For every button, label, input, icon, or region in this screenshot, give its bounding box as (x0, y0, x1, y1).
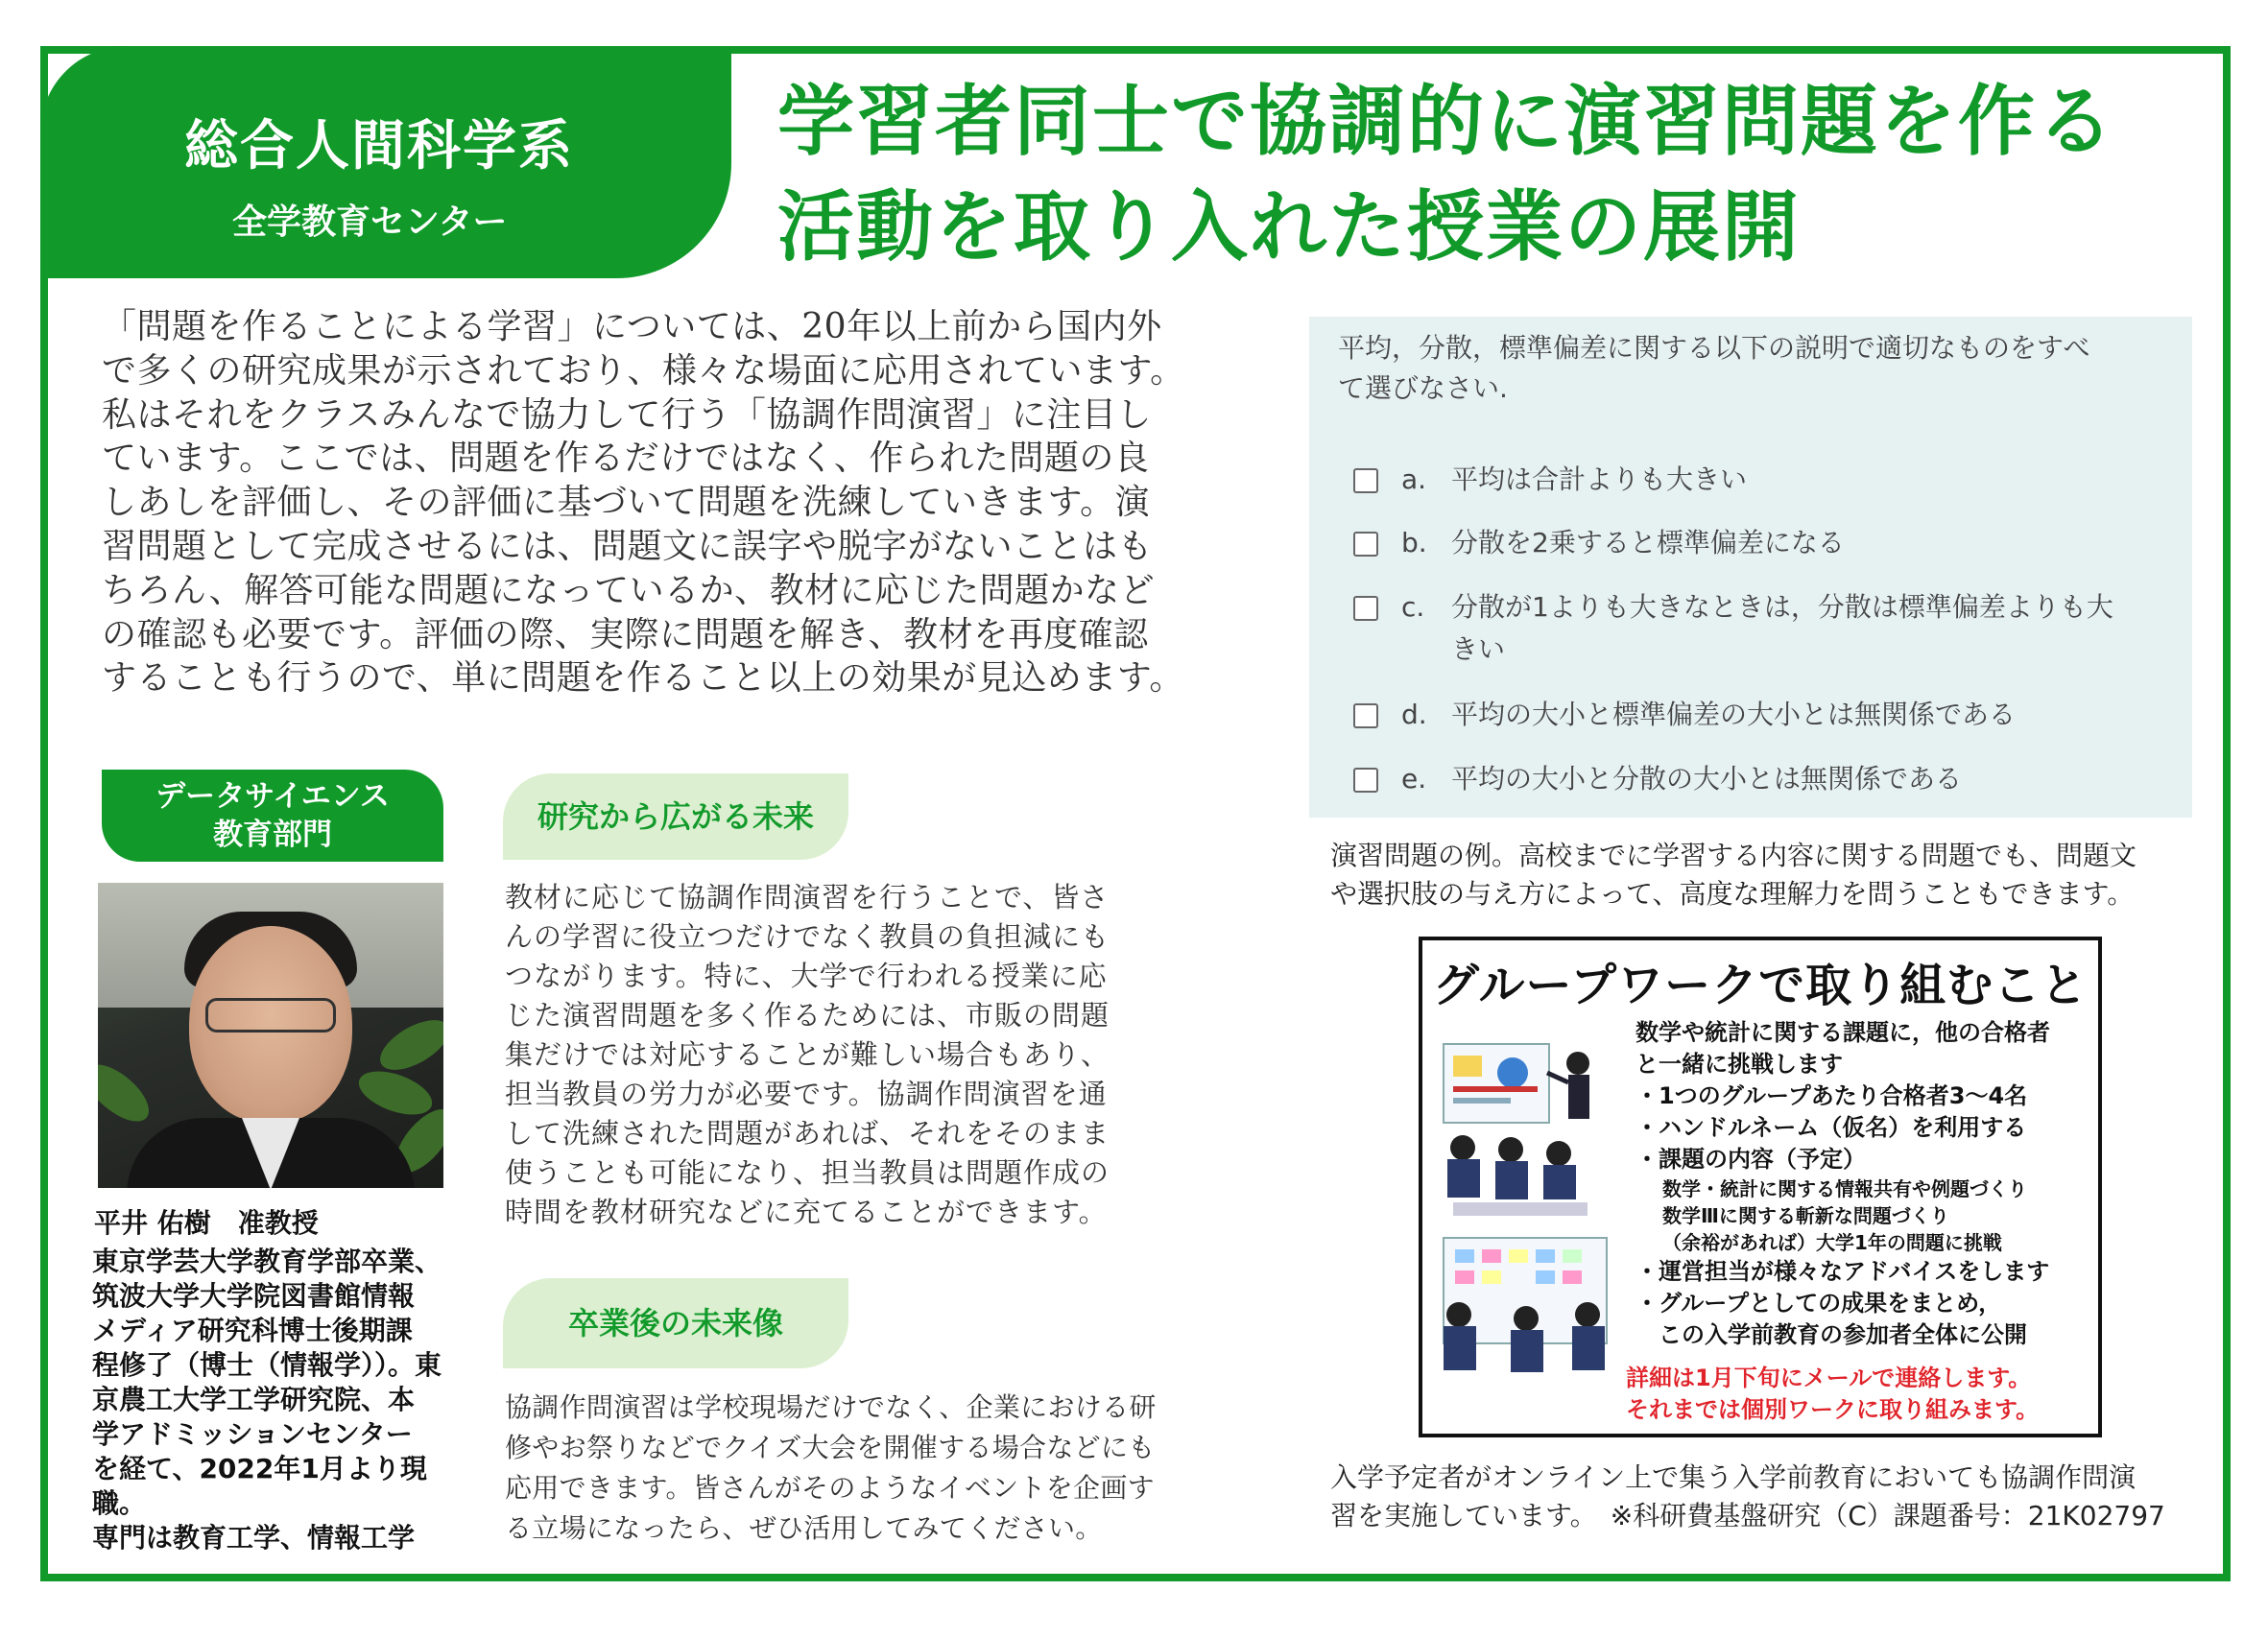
groupwork-line: ・課題の内容（予定） (1635, 1146, 1866, 1173)
checkbox[interactable] (1353, 768, 1378, 793)
intro-line: ちろん、解答可能な問題になっているか、教材に応じた問題かなど (102, 570, 1156, 610)
groupwork-line: と一緒に挑戦します (1635, 1051, 1843, 1078)
quiz-question-line-2: て選びなさい. (1338, 372, 1508, 404)
checkbox[interactable] (1353, 596, 1378, 621)
bio-line: 筑波大学大学院図書館情報 (92, 1280, 416, 1312)
checkbox[interactable] (1353, 532, 1378, 557)
footer-caption-line-2: 習を実施しています。 ※科研費基盤研究（C）課題番号：21K02797 (1330, 1500, 2165, 1531)
intro-line: 「問題を作ることによる学習」については、20年以上前から国内外 (102, 307, 1162, 346)
groupwork-illustration (1434, 1034, 1626, 1399)
bio-line: 京農工大学工学研究院、本 (92, 1384, 416, 1415)
quiz-question (1338, 328, 2163, 409)
option-letter: c. (1401, 591, 1425, 623)
bio-line: 程修了（博士（情報学））。東 (92, 1349, 442, 1381)
future-line: んの学習に役立つだけでなく教員の負担減にも (505, 920, 1110, 953)
groupwork-notice-line-2: それまでは個別ワークに取り組みます。 (1626, 1396, 2040, 1423)
option-text: 分散が1よりも大きなときは，分散は標準偏差よりも大 (1451, 591, 2113, 623)
bio-line: を経て、2022年1月より現職。 (92, 1453, 427, 1519)
groupwork-subline: （余裕があれば）大学1年の問題に挑戦 (1662, 1231, 2002, 1254)
groupwork-line: ・1つのグループあたり合格者3～4名 (1635, 1082, 2028, 1109)
groupwork-items (1635, 1017, 2096, 1351)
intro-line: しあしを評価し、その評価に基づいて問題を洗練していきます。演 (102, 483, 1151, 523)
checkbox[interactable] (1353, 468, 1378, 493)
intro-line: 私はそれをクラスみんなで協力して行う「協調作問演習」に注目し (102, 394, 1152, 435)
future-line: 時間を教材研究などに充てることができます。 (505, 1196, 1108, 1228)
quiz-question-line-1: 平均，分散，標準偏差に関する以下の説明で適切なものをすべ (1338, 332, 2090, 364)
graduate-paragraph (505, 1388, 1263, 1549)
graduate-line: 応用できます。皆さんがそのようなイベントを企画す (505, 1472, 1155, 1504)
graduate-line: 協調作問演習は学校現場だけでなく、企業における研 (505, 1391, 1157, 1423)
groupwork-title: グループワークで取り組むこと (1432, 959, 2089, 1012)
section-badge-line-2: 教育部門 (213, 818, 332, 852)
option-text: 平均の大小と分散の大小とは無関係である (1451, 763, 1963, 795)
future-line: 集だけでは対応することが難しい場合もあり、 (505, 1038, 1110, 1071)
option-text: 平均は合計よりも大きい (1451, 463, 1748, 495)
intro-line: 習問題として完成させるには、問題文に誤字や脱字がないことはも (102, 526, 1154, 566)
title-line-2: 活動を取り入れた授業の展開 (777, 182, 1801, 272)
bio-line: 学アドミッションセンター (92, 1418, 413, 1450)
groupwork-line: ・グループとしての成果をまとめ， (1635, 1290, 2002, 1317)
future-line: 使うことも可能になり、担当教員は問題作成の (505, 1156, 1110, 1189)
future-line: 教材に応じて協調作問演習を行うことで、皆さ (505, 881, 1110, 914)
page-title (777, 69, 2208, 280)
quiz-option[interactable] (1353, 694, 2016, 732)
checkbox[interactable] (1353, 703, 1378, 728)
graduate-heading: 卒業後の未来像 (503, 1278, 848, 1368)
title-line-1: 学習者同士で協調的に演習問題を作る (777, 77, 2115, 166)
bio-line: 東京学芸大学教育学部卒業、 (92, 1246, 442, 1277)
groupwork-line: この入学前教育の参加者全体に公開 (1635, 1321, 2027, 1348)
portrait-photo (98, 883, 443, 1188)
center-name: 全学教育センター (232, 202, 508, 242)
department-tab (40, 46, 731, 278)
quiz-option[interactable] (1353, 522, 1845, 560)
option-letter: e. (1401, 763, 1427, 795)
graduate-line: 修やお祭りなどでクイズ大会を開催する場合などにも (505, 1432, 1156, 1463)
option-letter: b. (1401, 527, 1427, 558)
graduate-line: る立場になったら、ぜひ活用してみてください。 (505, 1512, 1103, 1544)
section-badge (102, 770, 443, 862)
profile-name: 平井 佑樹 准教授 (94, 1207, 319, 1239)
option-text: 分散を2乗すると標準偏差になる (1451, 527, 1845, 558)
future-line: 担当教員の労力が必要です。協調作問演習を通 (505, 1078, 1108, 1110)
quiz-option[interactable] (1353, 586, 2113, 625)
future-paragraph (505, 878, 1263, 1232)
option-text: 平均の大小と標準偏差の大小とは無関係である (1451, 699, 2017, 730)
profile-bio (92, 1245, 466, 1555)
future-heading: 研究から広がる未来 (503, 773, 848, 860)
future-line: つながります。特に、大学で行われる授業に応 (505, 960, 1108, 992)
section-badge-line-1: データサイエンス (155, 779, 390, 814)
quiz-caption (1330, 837, 2137, 914)
quiz-caption-line-2: や選択肢の与え方によって、高度な理解力を問うこともできます。 (1330, 878, 2135, 910)
footer-caption (1330, 1459, 2165, 1535)
intro-line: することも行うので、単に問題を作ること以上の効果が見込めます。 (102, 658, 1184, 699)
option-letter: d. (1401, 699, 1427, 730)
groupwork-line: ・運営担当が様々なアドバイスをします (1635, 1258, 2050, 1285)
option-text-continued: きい (1451, 633, 1506, 665)
quiz-option[interactable] (1353, 758, 1962, 796)
intro-line: の確認も必要です。評価の際、実際に問題を解き、教材を再度確認 (102, 614, 1149, 654)
quiz-caption-line-1: 演習問題の例。高校までに学習する内容に関する問題でも、問題文 (1330, 840, 2137, 871)
future-line: じた演習問題を多く作るためには、市販の問題 (505, 999, 1110, 1032)
bio-line: メディア研究科博士後期課 (92, 1315, 413, 1346)
bio-line: 専門は教育工学、情報工学 (92, 1522, 416, 1554)
footer-caption-line-1: 入学予定者がオンライン上で集う入学前教育においても協調作問演 (1330, 1461, 2137, 1493)
intro-paragraph (102, 305, 1273, 700)
groupwork-line: ・ハンドルネーム（仮名）を利用する (1635, 1114, 2027, 1141)
groupwork-subline: 数学Ⅲに関する斬新な問題づくり (1662, 1204, 1949, 1227)
groupwork-box (1419, 937, 2102, 1437)
intro-line: ています。ここでは、問題を作るだけではなく、作られた問題の良 (102, 439, 1150, 479)
quiz-option[interactable] (1353, 459, 1747, 497)
department-name: 総合人間科学系 (184, 115, 574, 178)
option-letter: a. (1401, 463, 1427, 495)
groupwork-notice (1626, 1363, 2039, 1426)
quiz-example (1309, 317, 2192, 818)
future-line: して洗練された問題があれば、それをそのまま (505, 1117, 1110, 1150)
groupwork-notice-line-1: 詳細は1月下旬にメールで連絡します。 (1626, 1365, 2032, 1391)
groupwork-subline: 数学・統計に関する情報共有や例題づくり (1662, 1177, 2027, 1200)
intro-line: で多くの研究成果が示されており、様々な場面に応用されています。 (102, 350, 1185, 391)
groupwork-line: 数学や統計に関する課題に，他の合格者 (1635, 1019, 2050, 1046)
